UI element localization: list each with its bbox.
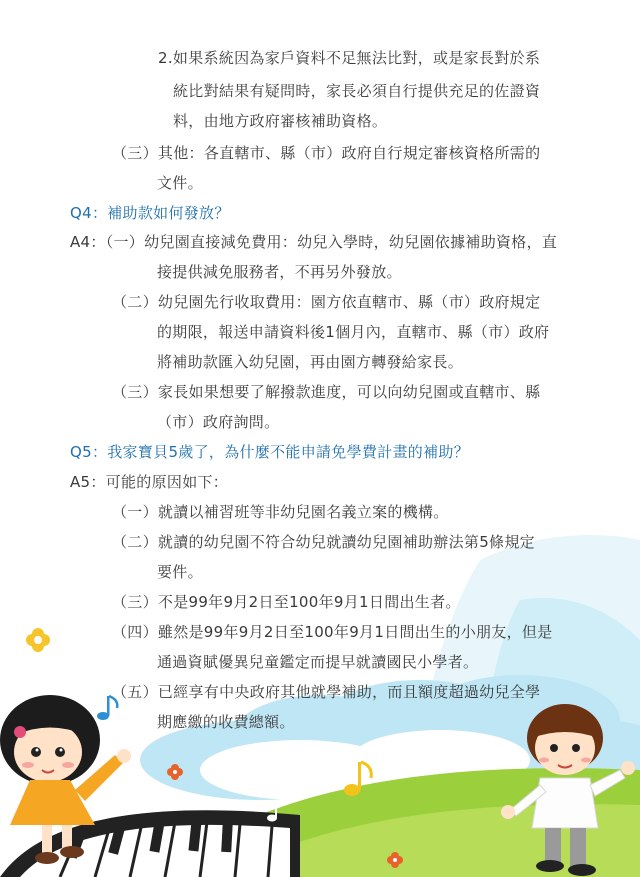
text-line: （四）雖然是99年9月2日至100年9月1日間出生的小朋友，但是	[112, 623, 553, 641]
text-line: 料，由地方政府審核補助資格。	[173, 112, 388, 130]
text-line: 接提供減免服務者，不再另外發放。	[157, 263, 402, 281]
text-line: 期應繳的收費總額。	[157, 713, 295, 731]
text-line: 通過資賦優異兒童鑑定而提早就讀國民小學者。	[157, 653, 479, 671]
text-line: （二）就讀的幼兒園不符合幼兒就讀幼兒園補助辦法第5條規定	[112, 533, 535, 551]
answer-line: A4：（一）幼兒園直接減免費用：幼兒入學時，幼兒園依據補助資格，直	[70, 233, 558, 251]
text-line: 統比對結果有疑問時，家長必須自行提供充足的佐證資	[173, 82, 541, 100]
text-line: （一）就讀以補習班等非幼兒園名義立案的機構。	[112, 503, 449, 521]
text-line: （五）已經享有中央政府其他就學補助，而且額度超過幼兒全學	[112, 683, 541, 701]
text-line: （二）幼兒園先行收取費用：園方依直轄市、縣（市）政府規定	[112, 293, 541, 311]
text-line: 2.如果系統因為家戶資料不足無法比對，或是家長對於系	[158, 49, 541, 67]
text-line: （三）其他：各直轄市、縣（市）政府自行規定審核資格所需的	[112, 144, 541, 162]
question-heading: Q5：我家寶貝5歲了，為什麼不能申請免學費計畫的補助？	[70, 443, 469, 461]
text-line: （三）不是99年9月2日至100年9月1日間出生者。	[112, 593, 461, 611]
answer-line: A5：可能的原因如下：	[70, 473, 229, 491]
text-line: 將補助款匯入幼兒園，再由園方轉發給家長。	[157, 353, 464, 371]
text-line: 的期限，報送申請資料後1個月內，直轄市、縣（市）政府	[157, 323, 550, 341]
flower-icon	[26, 628, 50, 652]
text-line: 要件。	[157, 563, 203, 581]
question-heading: Q4：補助款如何發放？	[70, 204, 230, 222]
text-line: （市）政府詢問。	[157, 413, 280, 431]
text-line: 文件。	[157, 174, 203, 192]
text-line: （三）家長如果想要了解撥款進度，可以向幼兒園或直轄市、縣	[112, 383, 541, 401]
